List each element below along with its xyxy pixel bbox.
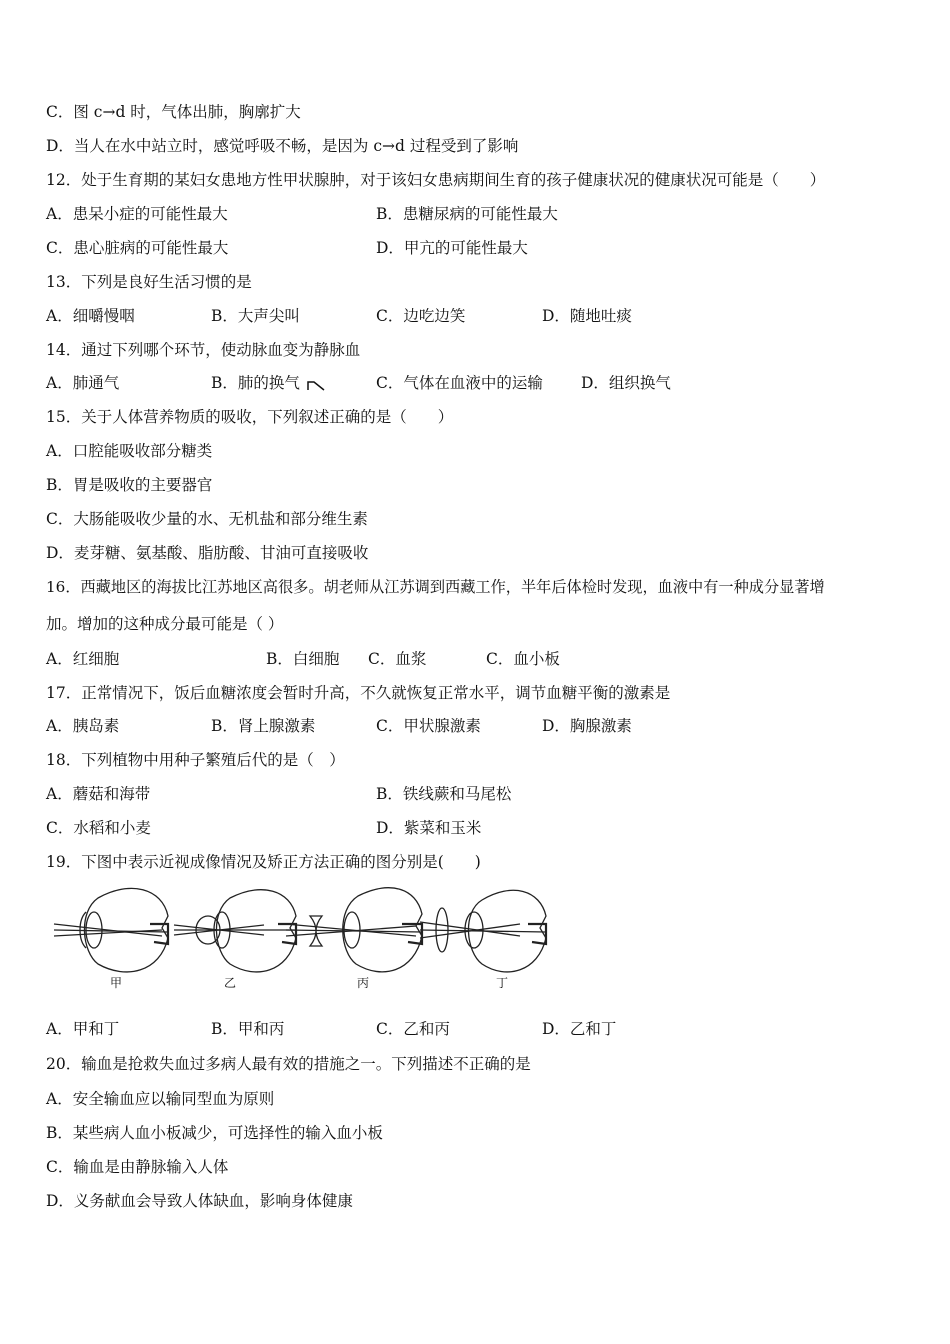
q12-stem: 12．处于生育期的某妇女患地方性甲状腺肿，对于该妇女患病期间生育的孩子健康状况的健康状况可能是（ ）	[46, 171, 826, 189]
stray-mark-icon	[306, 378, 326, 392]
q16-option-a: A．红细胞	[46, 650, 120, 668]
q18-option-a: A．蘑菇和海带	[46, 785, 151, 803]
eye-diagram-yi	[174, 890, 296, 972]
fig-label-ding: 丁	[496, 976, 509, 990]
q15-option-b: B．胃是吸收的主要器官	[46, 476, 213, 494]
q19-option-a: A．甲和丁	[46, 1020, 120, 1038]
q20-option-d: D．义务献血会导致人体缺血，影响身体健康	[46, 1192, 353, 1210]
fig-label-yi: 乙	[224, 976, 237, 990]
q14-option-a: A．肺通气	[46, 374, 120, 392]
q17-option-c: C．甲状腺激素	[376, 717, 481, 735]
q12-option-c: C．患心脏病的可能性最大	[46, 239, 229, 257]
q13-option-d: D．随地吐痰	[542, 307, 632, 325]
q17-option-a: A．胰岛素	[46, 717, 120, 735]
q17-option-b: B．肾上腺激素	[211, 717, 316, 735]
q14-option-d: D．组织换气	[581, 374, 671, 392]
q13-option-a: A．细嚼慢咽	[46, 307, 135, 325]
q18-stem: 18．下列植物中用种子繁殖后代的是（ ）	[46, 751, 345, 769]
q20-option-c: C．输血是由静脉输入人体	[46, 1158, 229, 1176]
q16-option-d: C．血小板	[486, 650, 560, 668]
q20-option-b: B．某些病人血小板减少，可选择性的输入血小板	[46, 1124, 383, 1142]
q18-option-d: D．紫菜和玉米	[376, 819, 482, 837]
q11-option-d: D．当人在水中站立时，感觉呼吸不畅，是因为 c→d 过程受到了影响	[46, 137, 519, 155]
q19-stem: 19．下图中表示近视成像情况及矫正方法正确的图分别是( )	[46, 853, 481, 871]
q11-option-c: C．图 c→d 时，气体出肺，胸廓扩大	[46, 103, 301, 121]
q16-stem-line2: 加。增加的这种成分最可能是（ ）	[46, 615, 284, 633]
q15-stem: 15．关于人体营养物质的吸收，下列叙述正确的是（ ）	[46, 408, 454, 426]
fig-label-jia: 甲	[110, 976, 123, 990]
q14-option-c: C．气体在血液中的运输	[376, 374, 543, 392]
eye-diagram-jia	[54, 888, 168, 972]
q13-option-c: C．边吃边笑	[376, 307, 466, 325]
eye-diagram-figure	[50, 880, 560, 1000]
q18-option-c: C．水稻和小麦	[46, 819, 151, 837]
q12-option-d: D．甲亢的可能性最大	[376, 239, 528, 257]
q20-option-a: A．安全输血应以输同型血为原则	[46, 1090, 275, 1108]
q15-option-d: D．麦芽糖、氨基酸、脂肪酸、甘油可直接吸收	[46, 544, 369, 562]
q15-option-c: C．大肠能吸收少量的水、无机盐和部分维生素	[46, 510, 368, 528]
q19-option-d: D．乙和丁	[542, 1020, 617, 1038]
q15-option-a: A．口腔能吸收部分糖类	[46, 442, 213, 460]
q14-option-b: B．肺的换气	[211, 374, 300, 392]
q12-option-a: A．患呆小症的可能性最大	[46, 205, 228, 223]
q19-option-b: B．甲和丙	[211, 1020, 285, 1038]
q19-option-c: C．乙和丙	[376, 1020, 450, 1038]
q18-option-b: B．铁线蕨和马尾松	[376, 785, 512, 803]
q13-stem: 13．下列是良好生活习惯的是	[46, 273, 252, 291]
q17-option-d: D．胸腺激素	[542, 717, 632, 735]
q17-stem: 17．正常情况下，饭后血糖浓度会暂时升高，不久就恢复正常水平，调节血糖平衡的激素是	[46, 684, 671, 702]
q14-stem: 14．通过下列哪个环节，使动脉血变为静脉血	[46, 341, 361, 359]
q16-option-b: B．白细胞	[266, 650, 340, 668]
q16-option-c: C．血浆	[368, 650, 427, 668]
fig-label-bing: 丙	[357, 976, 370, 990]
q12-option-b: B．患糖尿病的可能性最大	[376, 205, 558, 223]
eye-diagram-bing	[286, 888, 422, 972]
q13-option-b: B．大声尖叫	[211, 307, 300, 325]
q20-stem: 20．输血是抢救失血过多病人最有效的措施之一。下列描述不正确的是	[46, 1055, 531, 1073]
eye-diagram-ding	[420, 890, 546, 972]
q16-stem-line1: 16．西藏地区的海拔比江苏地区高很多。胡老师从江苏调到西藏工作，半年后体检时发现，血液中有一种成分显著增	[46, 578, 825, 596]
